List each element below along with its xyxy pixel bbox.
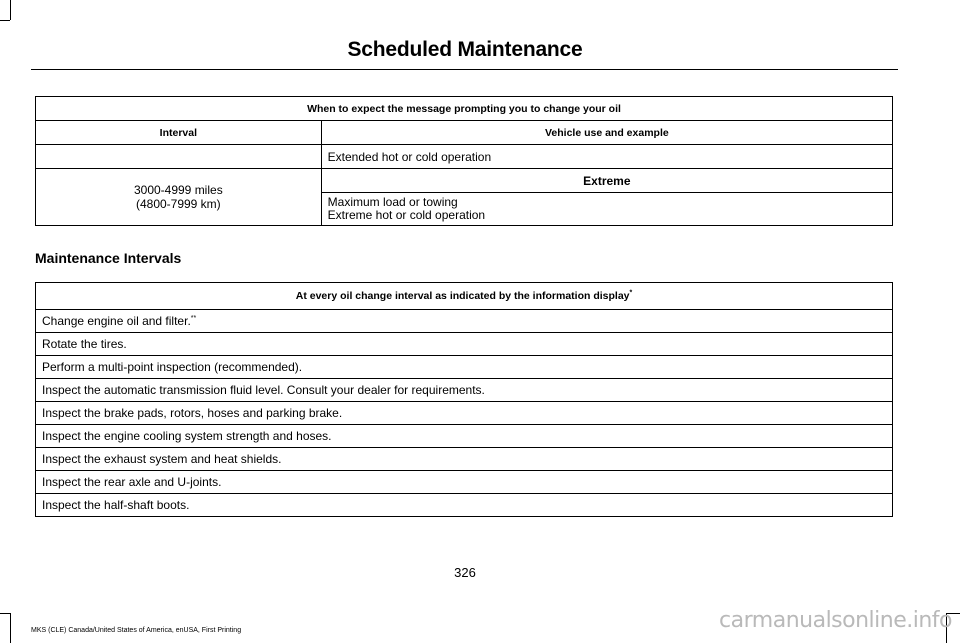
crop-mark (10, 0, 11, 20)
crop-mark (0, 20, 10, 21)
table-row: Inspect the exhaust system and heat shields. (36, 448, 893, 471)
page-number: 326 (454, 565, 476, 580)
extreme-use-line: Extreme hot or cold operation (327, 208, 486, 222)
interval-miles: 3000-4999 miles (133, 183, 223, 197)
item-text: Change engine oil and filter. (42, 314, 191, 328)
col-header-use: Vehicle use and example (321, 121, 892, 145)
table-row: Inspect the brake pads, rotors, hoses and parking brake. (36, 402, 893, 425)
empty-cell (36, 145, 322, 169)
use-cell: Extended hot or cold operation (321, 145, 892, 169)
table-row: Inspect the engine cooling system strength and hoses. (36, 425, 893, 448)
extreme-use-cell (321, 193, 892, 226)
col-header-interval: Interval (36, 121, 322, 145)
section-heading: Maintenance Intervals (35, 250, 182, 266)
interval-km: (4800-7999 km) (135, 197, 221, 211)
footnote-mark: ** (190, 315, 197, 322)
title-divider (31, 69, 898, 70)
footnote-mark: * (629, 289, 633, 297)
crop-mark (10, 613, 11, 643)
table-row: Rotate the tires. (36, 333, 893, 356)
watermark: carmanualsonline.info (719, 608, 952, 633)
extreme-use-line: Maximum load or towing (327, 195, 458, 209)
maintenance-table-header (36, 283, 893, 310)
interval-cell (36, 169, 322, 226)
document-info: MKS (CLE) Canada/United States of America, enUSA, First Printing (31, 627, 242, 634)
table-row: Perform a multi-point inspection (recommended). (36, 356, 893, 379)
table-row: Inspect the rear axle and U-joints. (36, 471, 893, 494)
oil-table-caption: When to expect the message prompting you to change your oil (36, 97, 893, 121)
table-row: Inspect the automatic transmission fluid level. Consult your dealer for requirements. (36, 379, 893, 402)
page-title: Scheduled Maintenance (347, 38, 583, 61)
header-text: At every oil change interval as indicated by the information display (295, 290, 630, 302)
extreme-label: Extreme (321, 169, 892, 193)
maintenance-table (35, 282, 893, 517)
oil-change-table (35, 96, 893, 226)
table-row (36, 310, 893, 333)
crop-mark (0, 613, 10, 614)
table-row: Inspect the half-shaft boots. (36, 494, 893, 517)
